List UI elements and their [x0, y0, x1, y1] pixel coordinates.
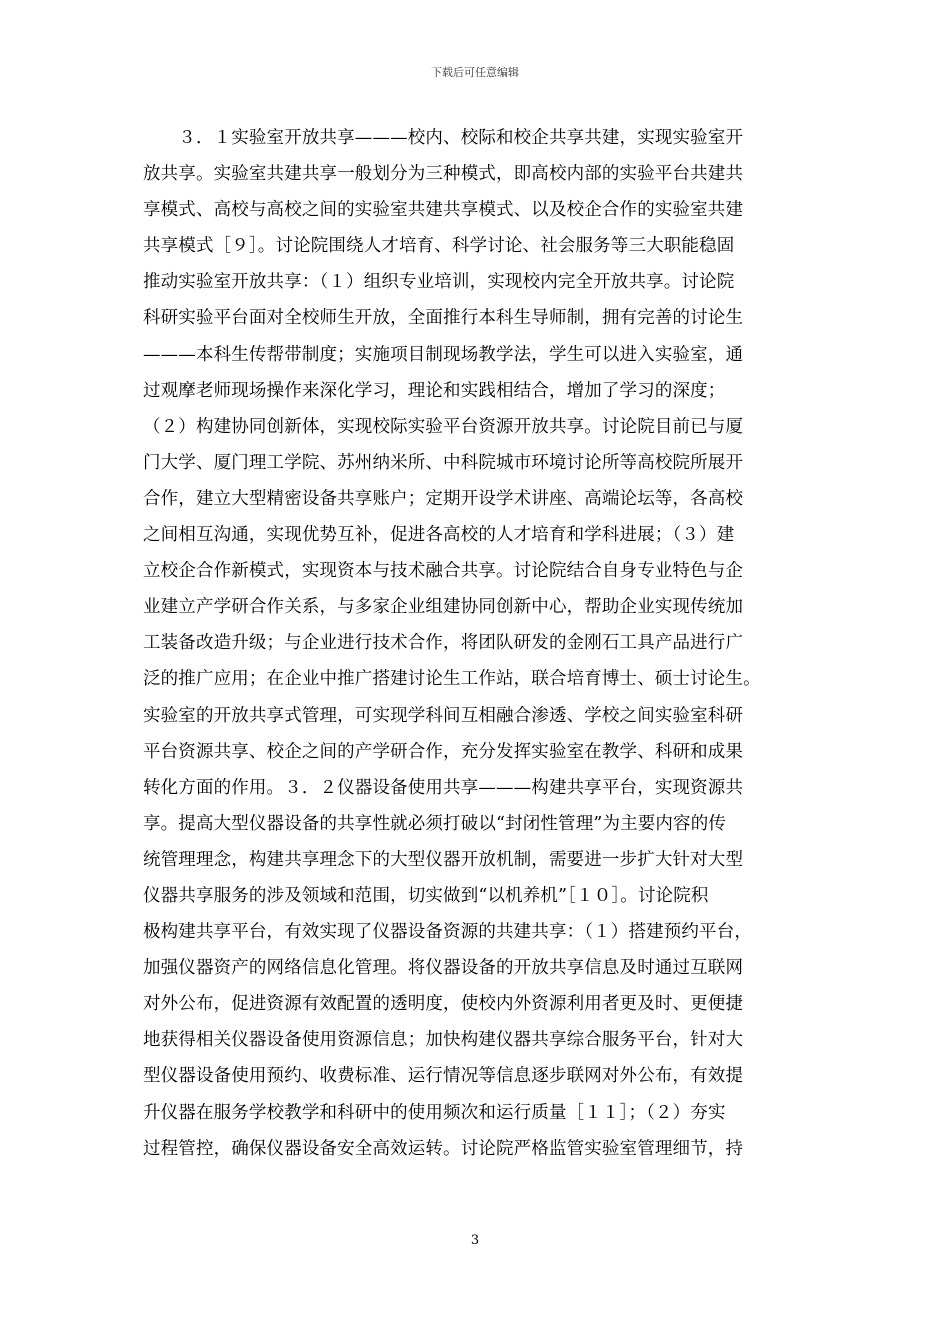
text-line: 合作，建立大型精密设备共享账户；定期开设学术讲座、高端论坛等，各高校 [143, 488, 744, 509]
page-header: 下载后可任意编辑 [431, 66, 519, 79]
text-line: 平台资源共享、校企之间的产学研合作，充分发挥实验室在教学、科研和成果 [143, 741, 744, 762]
text-line: 升仪器在服务学校教学和科研中的使用频次和运行质量［１１］；（２）夯实 [143, 1102, 726, 1123]
text-line: 业建立产学研合作关系，与多家企业组建协同创新中心，帮助企业实现传统加 [143, 597, 744, 618]
text-line: 转化方面的作用。３．２仪器设备使用共享———构建共享平台，实现资源共 [143, 777, 744, 798]
text-line: 过观摩老师现场操作来深化学习，理论和实践相结合，增加了学习的深度； [143, 380, 726, 401]
text-line: 享。提高大型仪器设备的共享性就必须打破以“封闭性管理”为主要内容的传 [143, 813, 726, 834]
text-line: 泛的推广应用；在企业中推广搭建讨论生工作站，联合培育博士、硕士讨论生。 [143, 669, 761, 690]
text-line: 之间相互沟通，实现优势互补，促进各高校的人才培育和学科进展；（３）建 [143, 525, 735, 546]
body-text [143, 124, 813, 1171]
text-line: 仪器共享服务的涉及领域和范围，切实做到“以机养机”［１０］。讨论院积 [143, 885, 709, 906]
page-number: 3 [470, 1233, 480, 1248]
text-line: （２）构建协同创新体，实现校际实验平台资源开放共享。讨论院目前已与厦 [143, 416, 744, 437]
text-line: 门大学、厦门理工学院、苏州纳米所、中科院城市环境讨论所等高校院所展开 [143, 452, 744, 473]
text-line: 工装备改造升级；与企业进行技术合作，将团队研发的金刚石工具产品进行广 [143, 633, 744, 654]
text-line: 享模式、高校与高校之间的实验室共建共享模式、以及校企合作的实验室共建 [143, 200, 744, 221]
text-line: 型仪器设备使用预约、收费标准、运行情况等信息逐步联网对外公布，有效提 [143, 1066, 744, 1087]
text-line: 放共享。实验室共建共享一般划分为三种模式，即高校内部的实验平台共建共 [143, 164, 744, 185]
text-line: 过程管控，确保仪器设备安全高效运转。讨论院严格监管实验室管理细节，持 [143, 1138, 744, 1159]
text-line: 立校企合作新模式，实现资本与技术融合共享。讨论院结合自身专业特色与企 [143, 561, 744, 582]
text-line: 共享模式［９］。讨论院围绕人才培育、科学讨论、社会服务等三大职能稳固 [143, 236, 735, 257]
text-line: 地获得相关仪器设备使用资源信息；加快构建仪器共享综合服务平台，针对大 [143, 1030, 744, 1051]
text-line: ———本科生传帮带制度；实施项目制现场教学法，学生可以进入实验室，通 [143, 344, 744, 365]
text-line: 推动实验室开放共享：（１）组织专业培训，实现校内完全开放共享。讨论院 [143, 272, 735, 293]
text-line: 对外公布，促进资源有效配置的透明度，使校内外资源利用者更及时、更便捷 [143, 994, 744, 1015]
text-line: 加强仪器资产的网络信息化管理。将仪器设备的开放共享信息及时通过互联网 [143, 958, 744, 979]
text-line: 极构建共享平台，有效实现了仪器设备资源的共建共享：（１）搭建预约平台， [143, 922, 752, 943]
text-line: 实验室的开放共享式管理，可实现学科间互相融合渗透、学校之间实验室科研 [143, 705, 744, 726]
text-line: ３．１实验室开放共享———校内、校际和校企共享共建，实现实验室开 [143, 128, 744, 148]
text-line: 统管理理念，构建共享理念下的大型仪器开放机制，需要进一步扩大针对大型 [143, 849, 744, 870]
text-line: 科研实验平台面对全校师生开放，全面推行本科生导师制，拥有完善的讨论生 [143, 308, 744, 329]
